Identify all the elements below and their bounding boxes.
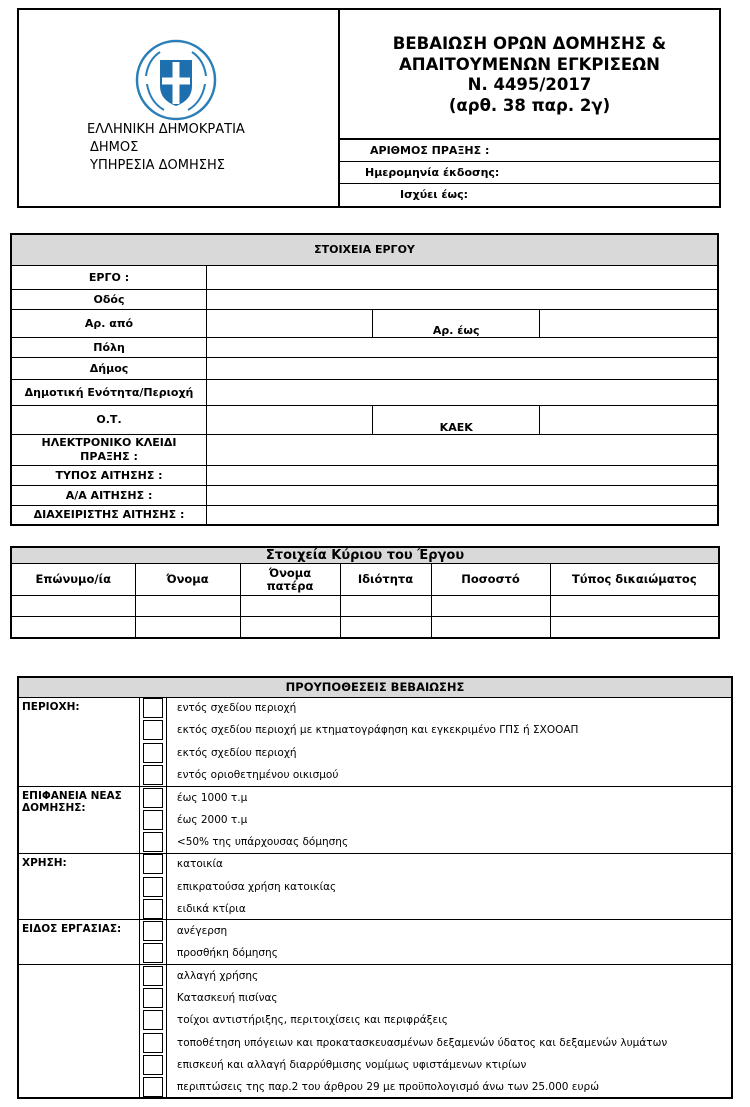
condition-checkbox[interactable]: [143, 899, 163, 919]
conditions-table: [17, 676, 733, 1099]
condition-checkbox[interactable]: [143, 743, 163, 763]
application-type-label: ΤΥΠΟΣ ΑΙΤΗΣΗΣ :: [11, 465, 207, 485]
condition-category-label: ΧΡΗΣΗ:: [18, 853, 139, 920]
condition-option-label: εντός σχεδίου περιοχή: [166, 697, 732, 719]
condition-checkbox-cell: [139, 987, 166, 1009]
owner-cell[interactable]: [340, 596, 431, 617]
electronic-key-label: ΗΛΕΚΤΡΟΝΙΚΟ ΚΛΕΙΔΙ ΠΡΑΞΗΣ :: [11, 434, 207, 465]
issuer-text: [87, 121, 245, 175]
col-first-name: Όνομα: [135, 564, 240, 596]
title-line-2: ΑΠΑΙΤΟΥΜΕΝΩΝ ΕΓΚΡΙΣΕΩΝ: [399, 54, 660, 74]
title-line-3: Ν. 4495/2017: [467, 75, 592, 94]
condition-checkbox-cell: [139, 853, 166, 875]
condition-row: [18, 697, 732, 719]
condition-checkbox-cell: [139, 1054, 166, 1076]
col-right-type: Τύπος δικαιώματος: [550, 564, 719, 596]
document-title: [340, 10, 719, 140]
application-manager-field[interactable]: [207, 505, 718, 525]
condition-checkbox-cell: [139, 786, 166, 808]
condition-checkbox-cell: [139, 742, 166, 764]
owner-cell[interactable]: [11, 596, 135, 617]
condition-checkbox-cell: [139, 697, 166, 719]
municipality-label: Δήμος: [11, 357, 207, 379]
ergo-label: ΕΡΓΟ :: [11, 265, 207, 289]
condition-row: [18, 965, 732, 987]
condition-row: [18, 853, 732, 875]
kaek-field[interactable]: [539, 405, 718, 434]
condition-option-label: περιπτώσεις της παρ.2 του άρθρου 29 με προϋπολογισμό άνω των 25.000 ευρώ: [166, 1076, 732, 1098]
owner-cell[interactable]: [550, 596, 719, 617]
street-label: Οδός: [11, 289, 207, 309]
issue-date-field[interactable]: Ημερομηνία έκδοσης:: [340, 162, 719, 184]
condition-option-label: τοίχοι αντιστήριξης, περιτοιχίσεις και περιφράξεις: [166, 1009, 732, 1031]
condition-option-label: προσθήκη δόμησης: [166, 942, 732, 964]
issuer-line-republic: ΕΛΛΗΝΙΚΗ ΔΗΜΟΚΡΑΤΙΑ: [87, 122, 245, 137]
municipality-field[interactable]: [207, 357, 718, 379]
owner-cell[interactable]: [240, 596, 340, 617]
table-row: [11, 596, 719, 617]
condition-checkbox[interactable]: [143, 1055, 163, 1075]
condition-checkbox[interactable]: [143, 921, 163, 941]
owner-cell[interactable]: [431, 617, 550, 638]
project-section-title: ΣΤΟΙΧΕΙΑ ΕΡΓΟΥ: [11, 234, 718, 265]
city-label: Πόλη: [11, 337, 207, 357]
condition-checkbox[interactable]: [143, 788, 163, 808]
ot-label: Ο.Τ.: [11, 405, 207, 434]
ergo-field[interactable]: [207, 265, 718, 289]
condition-option-label: αλλαγή χρήσης: [166, 965, 732, 987]
condition-checkbox[interactable]: [143, 1010, 163, 1030]
number-from-field[interactable]: [207, 309, 373, 337]
col-surname: Επώνυμο/ία: [11, 564, 135, 596]
condition-option-label: εκτός σχεδίου περιοχή με κτηματογράφηση και εγκεκριμένο ΓΠΣ ή ΣΧΟΟΑΠ: [166, 719, 732, 741]
greek-coat-of-arms-icon: [134, 38, 218, 122]
number-to-field[interactable]: [539, 309, 718, 337]
condition-checkbox[interactable]: [143, 832, 163, 852]
condition-checkbox-cell: [139, 965, 166, 987]
issuer-line-municipality: ΔΗΜΟΣ: [90, 140, 139, 155]
col-capacity: Ιδιότητα: [340, 564, 431, 596]
condition-checkbox-cell: [139, 1009, 166, 1031]
condition-checkbox[interactable]: [143, 877, 163, 897]
condition-option-label: <50% της υπάρχουσας δόμησης: [166, 831, 732, 853]
condition-option-label: έως 2000 τ.μ: [166, 808, 732, 830]
condition-row: [18, 920, 732, 942]
condition-option-label: εκτός σχεδίου περιοχή: [166, 742, 732, 764]
condition-option-label: κατοικία: [166, 853, 732, 875]
number-to-label: Αρ. έως: [373, 309, 539, 337]
valid-until-field[interactable]: Ισχύει έως:: [400, 188, 469, 201]
condition-option-label: τοποθέτηση υπόγειων και προκατασκευασμένων δεξαμενών ύδατος και δεξαμενών λυμάτων: [166, 1031, 732, 1053]
owners-table: [10, 546, 720, 639]
conditions-section-title: ΠΡΟΥΠΟΘΕΣΕΙΣ ΒΕΒΑΙΩΣΗΣ: [18, 677, 732, 697]
condition-checkbox-cell: [139, 942, 166, 964]
condition-checkbox-cell: [139, 764, 166, 786]
condition-checkbox[interactable]: [143, 765, 163, 785]
owner-cell[interactable]: [431, 596, 550, 617]
title-line-4: (αρθ. 38 παρ. 2γ): [448, 95, 611, 115]
number-from-label: Αρ. από: [11, 309, 207, 337]
owner-cell[interactable]: [135, 617, 240, 638]
condition-option-label: εντός οριοθετημένου οικισμού: [166, 764, 732, 786]
condition-option-label: ανέγερση: [166, 920, 732, 942]
condition-checkbox-cell: [139, 898, 166, 920]
condition-category-label: [18, 965, 139, 1099]
application-manager-label: ΔΙΑΧΕΙΡΙΣΤΗΣ ΑΙΤΗΣΗΣ :: [11, 505, 207, 525]
owner-cell[interactable]: [11, 617, 135, 638]
condition-option-label: έως 1000 τ.μ: [166, 786, 732, 808]
condition-checkbox-cell: [139, 808, 166, 830]
condition-checkbox[interactable]: [143, 1077, 163, 1097]
owner-cell[interactable]: [240, 617, 340, 638]
condition-option-label: επικρατούσα χρήση κατοικίας: [166, 875, 732, 897]
application-number-label: Α/Α ΑΙΤΗΣΗΣ :: [11, 485, 207, 505]
condition-checkbox-cell: [139, 1031, 166, 1053]
condition-category-label: ΕΠΙΦΑΝΕΙΑ ΝΕΑΣ ΔΟΜΗΣΗΣ:: [18, 786, 139, 853]
condition-checkbox[interactable]: [143, 854, 163, 874]
condition-row: [18, 786, 732, 808]
col-percentage: Ποσοστό: [431, 564, 550, 596]
condition-checkbox[interactable]: [143, 698, 163, 718]
condition-checkbox[interactable]: [143, 1033, 163, 1053]
col-father-name: Όνομα πατέρα: [240, 564, 340, 596]
condition-checkbox[interactable]: [143, 720, 163, 740]
ot-field[interactable]: [207, 405, 373, 434]
condition-option-label: Κατασκευή πισίνας: [166, 987, 732, 1009]
document-header: [17, 8, 721, 208]
condition-checkbox-cell: [139, 875, 166, 897]
owner-cell[interactable]: [340, 617, 431, 638]
owners-section-title: Στοιχεία Κύριου του Έργου: [11, 547, 719, 564]
project-details-table: [10, 233, 719, 526]
municipal-unit-field[interactable]: [207, 379, 718, 405]
condition-checkbox-cell: [139, 1076, 166, 1098]
condition-checkbox-cell: [139, 920, 166, 942]
condition-checkbox[interactable]: [143, 943, 163, 963]
city-field[interactable]: [207, 337, 718, 357]
condition-checkbox[interactable]: [143, 810, 163, 830]
municipal-unit-label: Δημοτική Ενότητα/Περιοχή: [11, 379, 207, 405]
kaek-label: ΚΑΕΚ: [373, 405, 539, 434]
owner-cell[interactable]: [135, 596, 240, 617]
issuer-panel: [19, 10, 340, 206]
application-type-field[interactable]: [207, 465, 718, 485]
issuer-line-service: ΥΠΗΡΕΣΙΑ ΔΟΜΗΣΗΣ: [90, 158, 225, 173]
title-line-1: ΒΕΒΑΙΩΣΗ ΟΡΩΝ ΔΟΜΗΣΗΣ &: [392, 34, 667, 53]
condition-option-label: επισκευή και αλλαγή διαρρύθμισης νομίμως υφιστάμενων κτιρίων: [166, 1054, 732, 1076]
owner-cell[interactable]: [550, 617, 719, 638]
act-number-field[interactable]: ΑΡΙΘΜΟΣ ΠΡΑΞΗΣ :: [340, 140, 719, 162]
condition-category-label: ΕΙΔΟΣ ΕΡΓΑΣΙΑΣ:: [18, 920, 139, 965]
condition-checkbox-cell: [139, 831, 166, 853]
condition-checkbox[interactable]: [143, 988, 163, 1008]
condition-option-label: ειδικά κτίρια: [166, 898, 732, 920]
table-row: [11, 617, 719, 638]
condition-category-label: ΠΕΡΙΟΧΗ:: [18, 697, 139, 786]
street-field[interactable]: [207, 289, 718, 309]
electronic-key-field[interactable]: [207, 434, 718, 465]
condition-checkbox-cell: [139, 719, 166, 741]
condition-checkbox[interactable]: [143, 966, 163, 986]
application-number-field[interactable]: [207, 485, 718, 505]
